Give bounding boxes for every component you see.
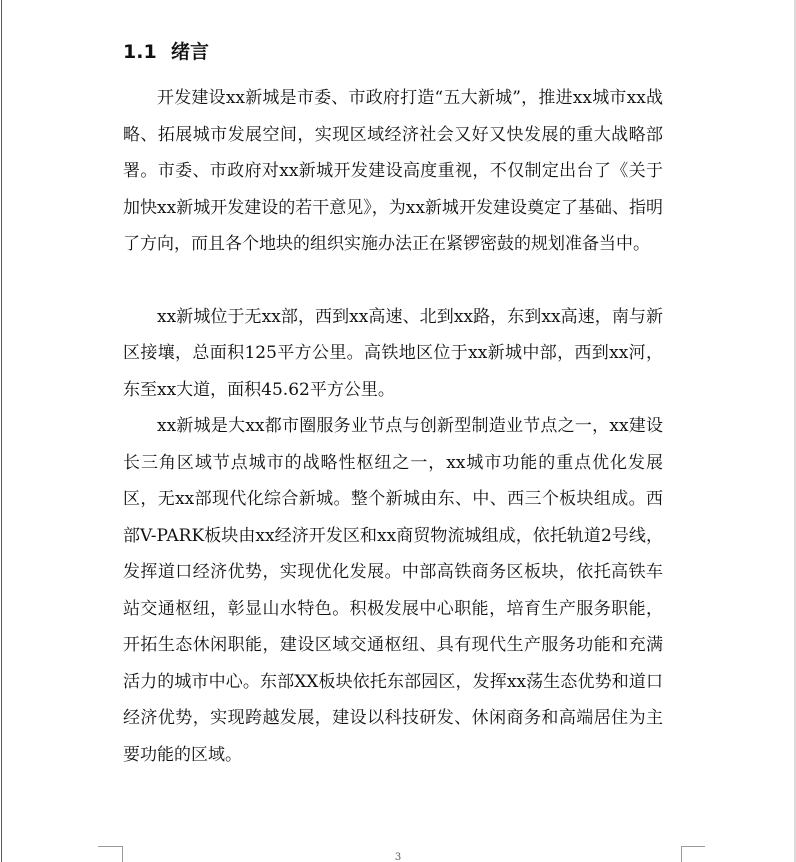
crop-mark-bottom-left-horizontal (98, 846, 122, 847)
page-left-edge (1, 0, 2, 862)
paragraph-intro: 开发建设xx新城是市委、市政府打造“五大新城”，推进xx城市xx战略、拓展城市发展空间，实现区域经济社会又好又快发展的重大战略部署。市委、市政府对xx新城开发建设高度重视，不仅制定出台了《关于加快xx新城开发建设的若干意见》，为xx新城开发建设奠定了基础、指明了方向，而且各个地块的组织实施办法正在紧锣密鼓的规划准备当中。 (123, 88, 663, 254)
section-title: 绪言 (171, 41, 210, 63)
crop-mark-bottom-right-horizontal (681, 846, 705, 847)
paragraph-location: xx新城位于无xx部，西到xx高速、北到xx路，东到xx高速，南与新区接壤，总面积125平方公里。高铁地区位于xx新城中部，西到xx河，东至xx大道，面积45.62平方公里。 (123, 306, 663, 400)
page-content (123, 38, 663, 773)
page-number: 3 (394, 852, 402, 862)
section-number: 1.1 (123, 41, 157, 63)
paragraph-districts: xx新城是大xx都市圈服务业节点与创新型制造业节点之一，xx建设长三角区域节点城市的战略性枢纽之一，xx城市功能的重点优化发展区，无xx部现代化综合新城。整个新城由东、中、西三个板块组成。西部V-PARK板块由xx经济开发区和xx商贸物流城组成，依托轨道2号线，发挥道口经济优势，实现优化发展。中部高铁商务区板块，依托高铁车站交通枢纽，彰显山水特色。积极发展中心职能，培育生产服务职能，开拓生态休闲职能，建设区域交通枢纽、具有现代生产服务功能和充满活力的城市中心。东部XX板块依托东部园区，发挥xx荡生态优势和道口经济优势，实现跨越发展，建设以科技研发、休闲商务和高端居住为主要功能的区域。 (123, 416, 663, 765)
section-heading (123, 38, 663, 66)
